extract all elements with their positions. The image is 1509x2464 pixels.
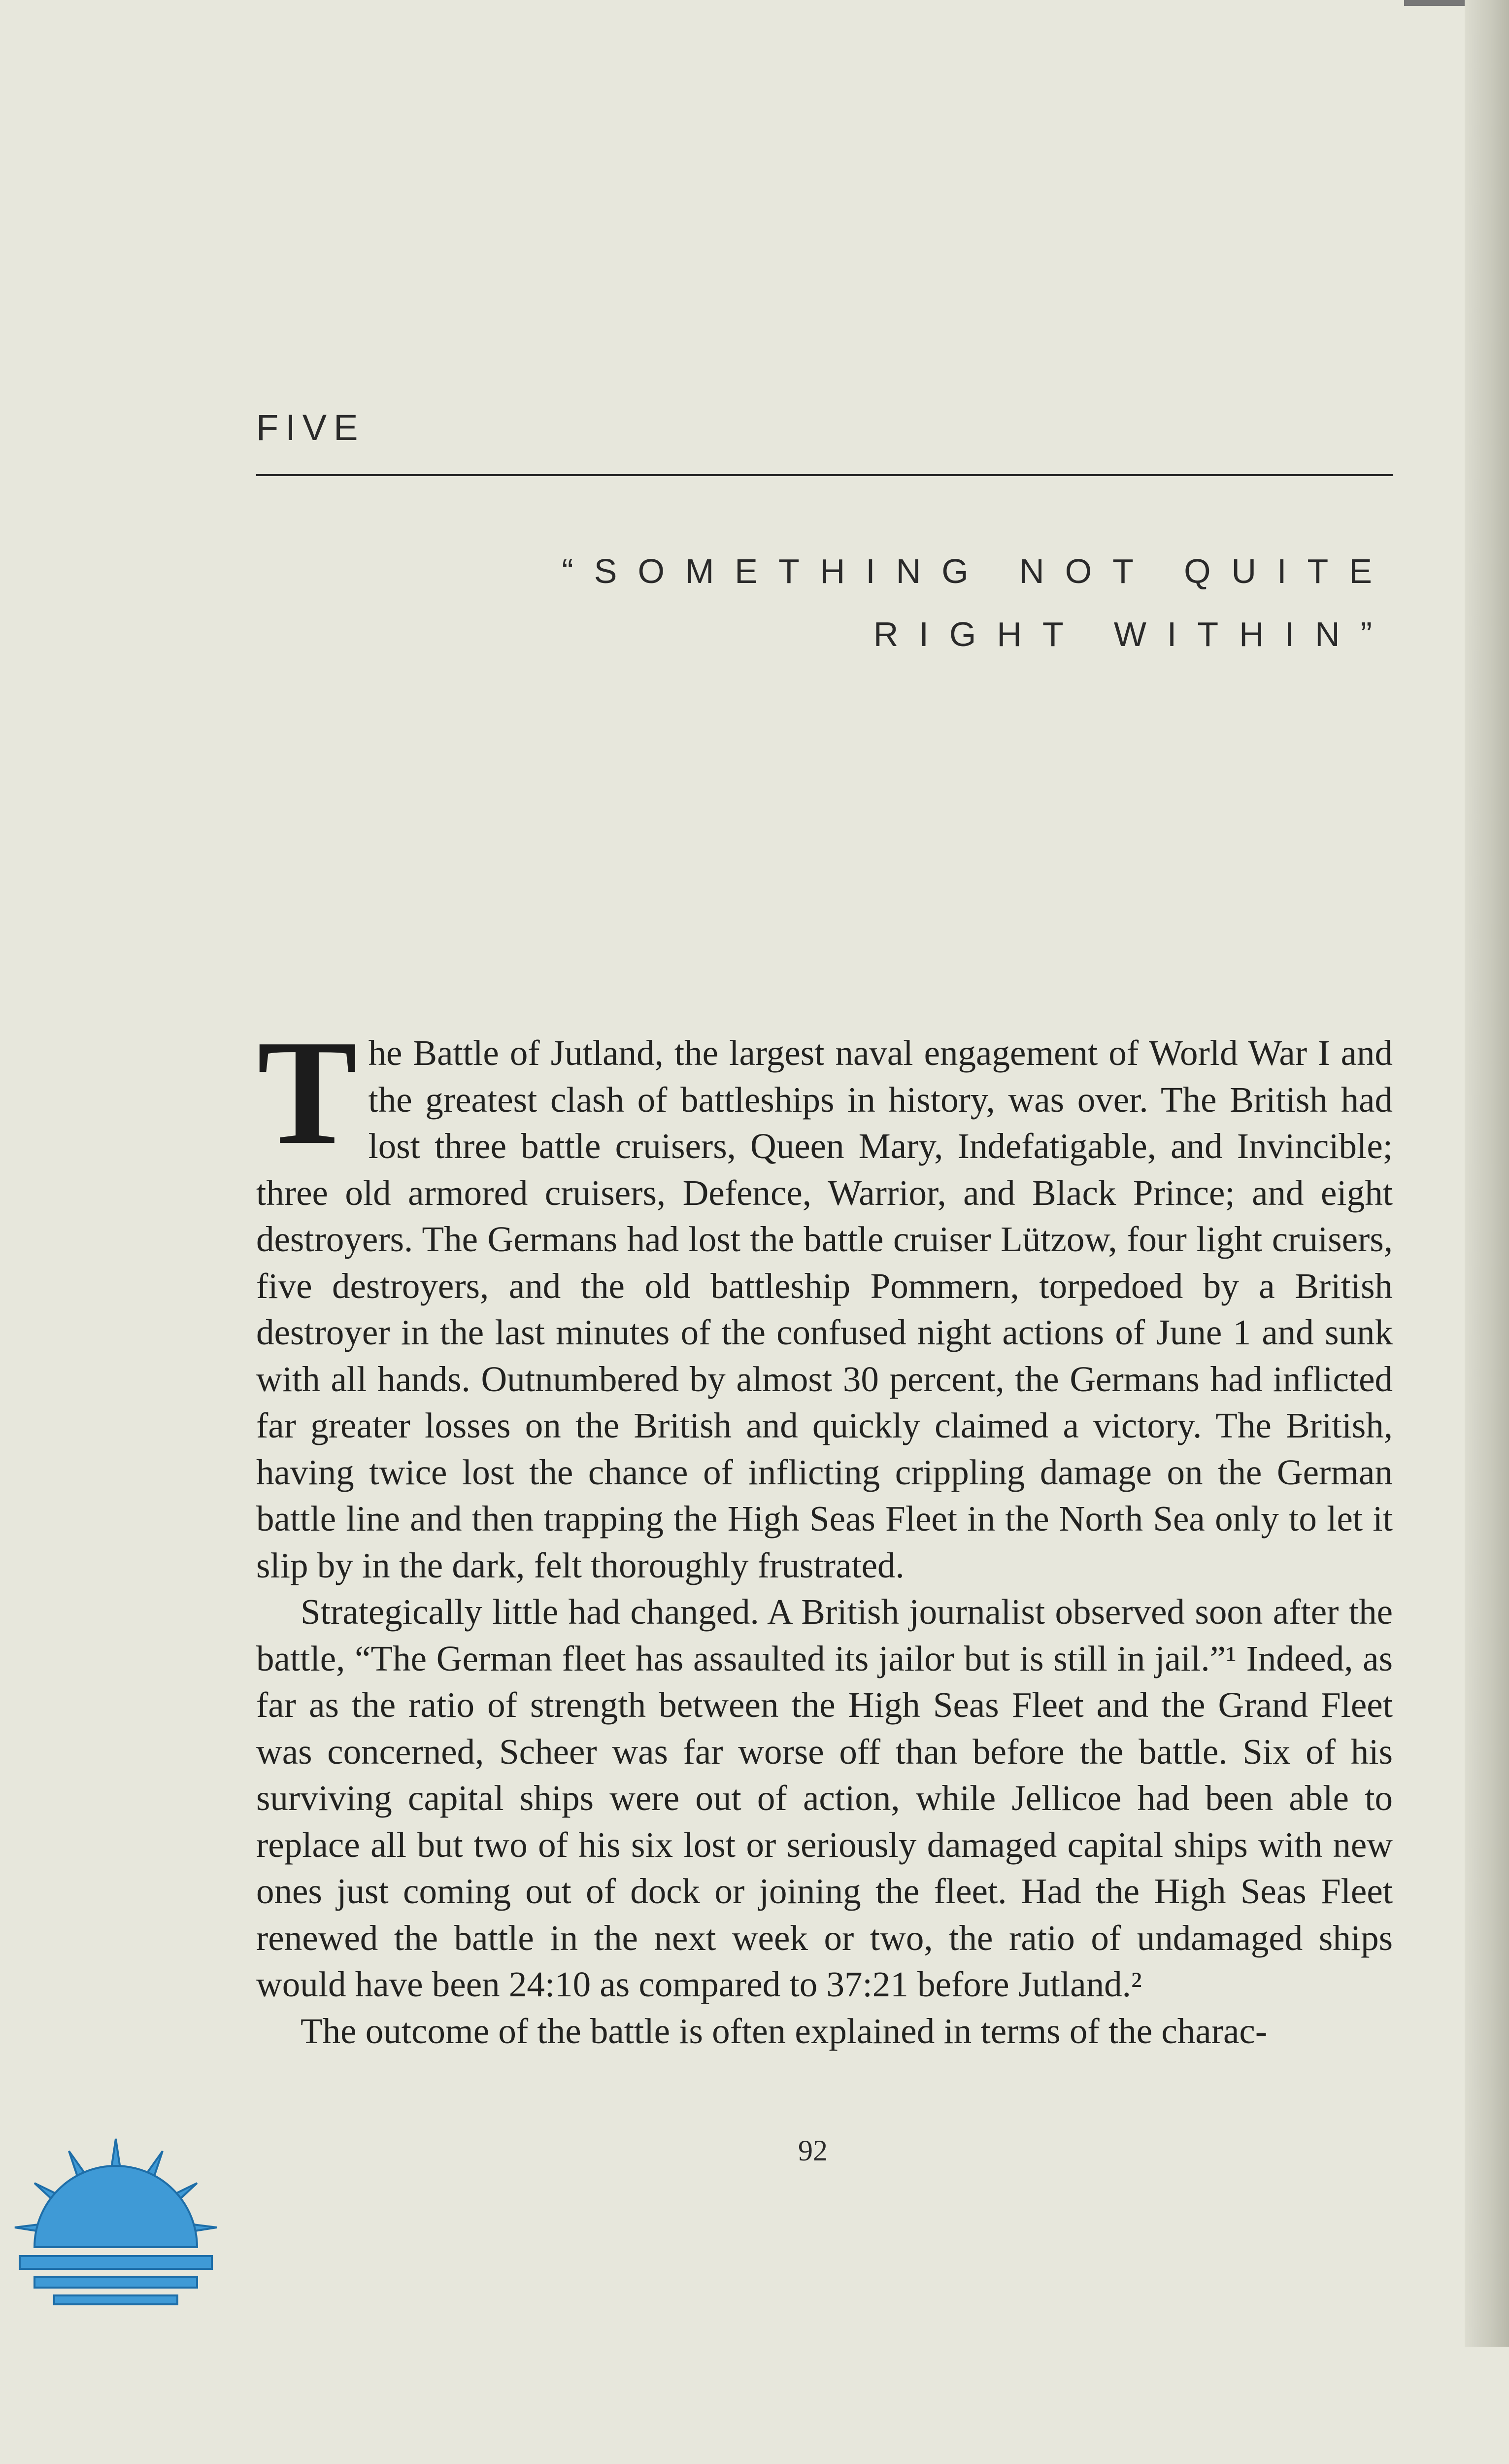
paragraph-1-text: he Battle of Jutland, the largest naval engagement of World War I and the greatest clash of battleships in history, was over. The British had lost three battle cruisers, Queen Mary, Indefatigable, and Invincible; three old armored cruisers, Defence, Warrior, and Black Prince; and eight destroyers. The Germans had lost the battle cruiser Lützow, four light cruisers, five destroyers, and the old battleship Pommern, torpedoed by a British destroyer in the last minutes of the confused night actions of June 1 and sunk with all hands. Outnumbered by almost 30 percent, the Germans had inflicted far greater losses on the British and quickly claimed a victory. The British, having twice lost the chance of inflicting crippling damage on the German battle line and then trapping the High Seas Fleet in the North Sea only to let it slip by in the dark, felt thoroughly frustrated. <box>256 1033 1393 1585</box>
sun-burst-logo <box>0 2129 232 2346</box>
chapter-title-line-2: RIGHT WITHIN” <box>873 615 1393 653</box>
chapter-title <box>443 540 1393 666</box>
page-fore-edge <box>1465 0 1509 2347</box>
page-number: 92 <box>798 2134 828 2167</box>
paragraph-3: The outcome of the battle is often explained in terms of the charac- <box>301 2011 1268 2051</box>
chapter-number: FIVE <box>256 407 365 448</box>
chapter-rule <box>256 474 1393 476</box>
paragraph-1 <box>256 1009 1393 1589</box>
watermark <box>0 2129 1509 2346</box>
chapter-title-line-1: “SOMETHING NOT QUITE <box>562 552 1393 590</box>
drop-cap: T <box>257 1009 358 1175</box>
paragraph-2: Strategically little had changed. A British journalist observed soon after the battle, “The German fleet has assaulted its jailor but is still in jail.”¹ Indeed, as far as the ratio of strength between the High Seas Fleet and the Grand Fleet was concerned, Scheer was far worse off than before the battle. Six of his surviving capital ships were out of action, while Jellicoe had been able to replace all but two of his six lost or seriously damaged capital ships with new ones just coming out of dock or joining the fleet. Had the High Seas Fleet renewed the battle in the next week or two, the ratio of undamaged ships would have been 24:10 as compared to 37:21 before Jutland.² <box>256 1592 1393 2004</box>
body-text <box>256 1009 1393 2054</box>
